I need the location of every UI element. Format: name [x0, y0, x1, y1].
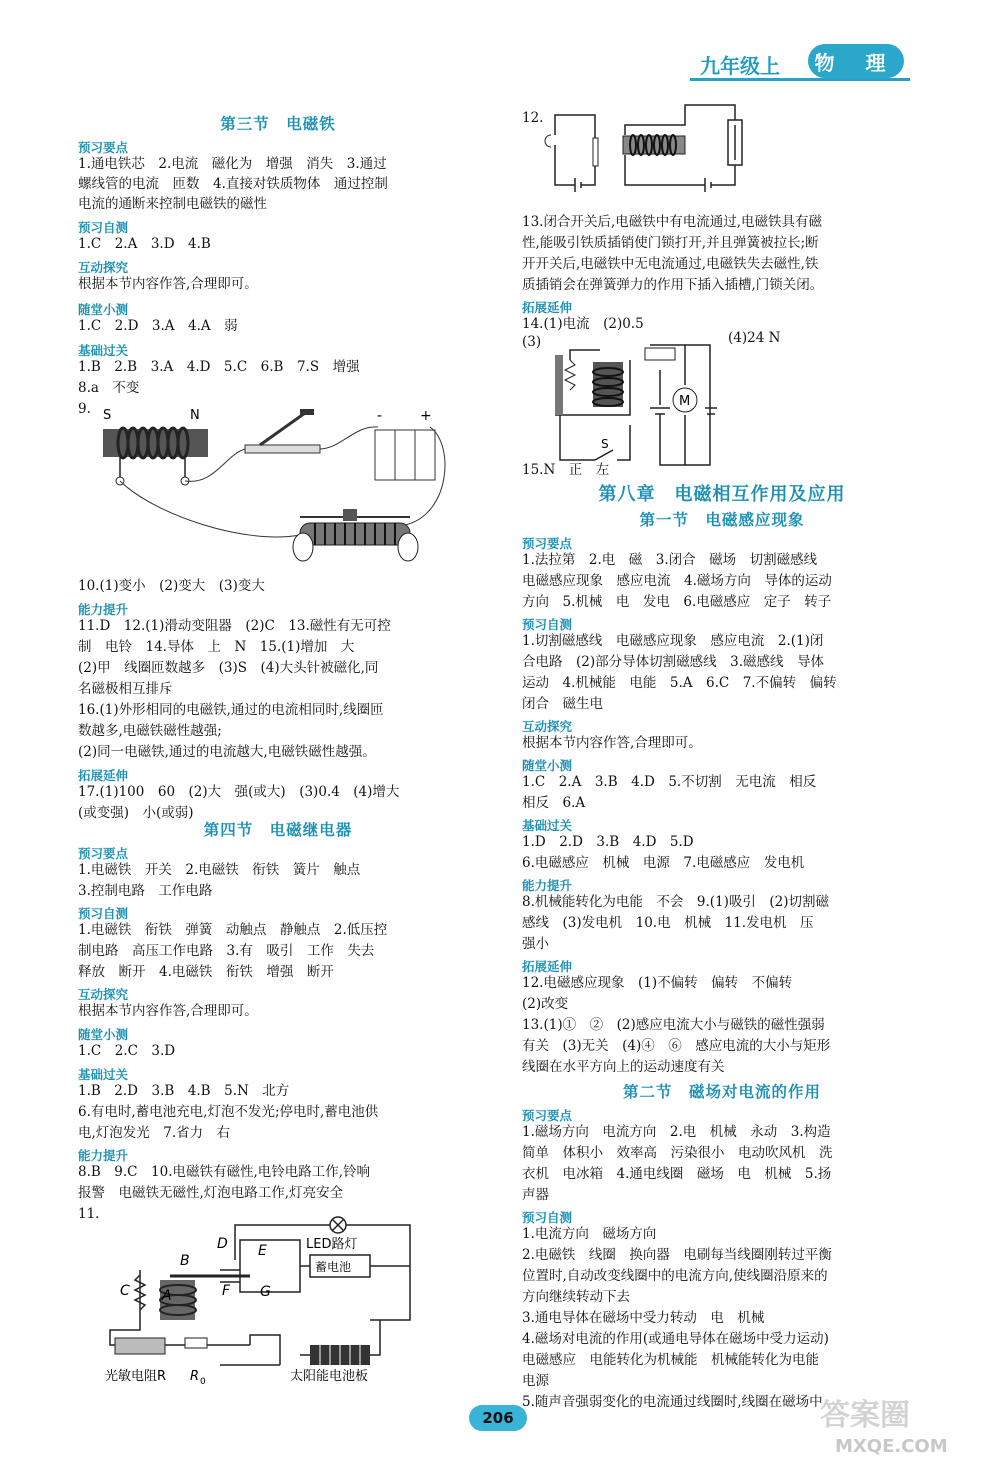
- watermark-logo: 答案圈: [820, 1398, 910, 1433]
- s1-jichu-line-2: 6.电磁感应 机械 电源 7.电磁感应 发电机: [522, 855, 805, 871]
- fig11-label-c: C: [120, 1283, 130, 1299]
- s2-zice-line-8: 电源: [522, 1373, 549, 1389]
- watermark-url: MXQE.COM: [835, 1436, 948, 1457]
- label-suitang-xiaoce-r1: 随堂小测: [522, 758, 573, 773]
- s2-yaodian-line-4: 声器: [522, 1187, 549, 1203]
- fig11-label-r0-sub: 0: [200, 1377, 206, 1387]
- fig11-label-led: LED路灯: [306, 1237, 358, 1252]
- fig9-battery: [375, 430, 435, 480]
- label-jichu-guoguan-2: 基础过关: [78, 1067, 129, 1082]
- s2-yaodian-line-1: 1.磁场方向 电流方向 2.电 机械 永动 3.构造: [522, 1124, 831, 1140]
- s1-hudong: 根据本节内容作答,合理即可。: [522, 735, 702, 751]
- label-yuxi-zice-2: 预习自测: [78, 906, 129, 921]
- s1-tuozhan-line-3: 13.(1)① ② (2)感应电流大小与磁铁的磁性强弱: [522, 1017, 825, 1033]
- s4-yaodian-line-2: 3.控制电路 工作电路: [78, 883, 213, 899]
- s1-yaodian-line-3: 方向 5.机械 电 发电 6.电磁感应 定子 转子: [522, 594, 832, 610]
- q15: 15.N 正 左: [522, 462, 610, 478]
- label-tuozhan-yanshen-r2: 拓展延伸: [522, 959, 573, 974]
- s3-tuozhan-line-1: 17.(1)100 60 (2)大 强(或大) (3)0.4 (4)增大: [78, 784, 400, 800]
- label-yuxi-yaodian-r1: 预习要点: [522, 536, 573, 551]
- s2-zice-line-5: 3.通电导体在磁场中受力转动 电 机械: [522, 1310, 765, 1326]
- s1-zice-line-2: 合电路 (2)部分导体切割磁感线 3.磁感线 导体: [522, 654, 825, 670]
- s2-zice-line-4: 方向继续转动下去: [522, 1289, 630, 1305]
- label-yuxi-yaodian: 预习要点: [78, 140, 129, 155]
- s4-jichu-line-3: 电,灯泡发光 7.省力 右: [78, 1125, 231, 1141]
- fig11-label-battery: 蓄电池: [315, 1260, 352, 1274]
- s2-yaodian-line-2: 简单 体积小 效率高 污染很小 电动吹风机 洗: [522, 1145, 833, 1161]
- s4-nengli-line-3: 11.: [78, 1206, 100, 1222]
- s2-zice-line-1: 1.电流方向 磁场方向: [522, 1226, 657, 1242]
- fig9-minus: -: [377, 408, 383, 424]
- section2-title: 第二节 磁场对电流的作用: [622, 1083, 821, 1101]
- s1-tuozhan-line-1: 12.电磁感应现象 (1)不偏转 偏转 不偏转: [522, 975, 793, 991]
- s1-zice-line-3: 运动 4.机械能 电能 5.A 6.C 7.不偏转 偏转: [522, 675, 837, 691]
- section1-title: 第一节 电磁感应现象: [639, 511, 805, 529]
- q14-part4: (4)24 N: [728, 330, 781, 346]
- s3-yaodian-line-2: 螺线管的电流 匝数 4.直接对铁质物体 通过控制: [78, 176, 388, 192]
- s1-tuozhan-line-5: 线圈在水平方向上的运动速度有关: [522, 1059, 725, 1075]
- fig11-r0: [185, 1338, 207, 1348]
- s2-zice-line-6: 4.磁场对电流的作用(或通电导体在磁场中受力运动): [522, 1331, 829, 1347]
- fig14-switch-label: S: [601, 437, 609, 451]
- s2-zice-line-9: 5.随声音强弱变化的电流通过线圈时,线圈在磁场中: [522, 1394, 823, 1410]
- s1-nengli-line-1: 8.机械能转化为电能 不会 9.(1)吸引 (2)切割磁: [522, 894, 830, 910]
- fig9-n-label: N: [190, 408, 200, 423]
- fig14-motor-label: M: [679, 394, 691, 409]
- label-hudong-tanjiu-2: 互动探究: [78, 987, 129, 1002]
- label-hudong-tanjiu-r1: 互动探究: [522, 719, 573, 734]
- s4-zice-line-3: 释放 断开 4.电磁铁 衔铁 增强 断开: [78, 964, 334, 980]
- fig11-label-b: B: [180, 1253, 190, 1269]
- fig9-plus: +: [420, 408, 432, 424]
- s3-yaodian-line-1: 1.通电铁芯 2.电流 磁化为 增强 消失 3.通过: [78, 156, 387, 172]
- q13-line-3: 开开关后,电磁铁中无电流通过,电磁铁失去磁性,铁: [522, 256, 819, 272]
- label-yuxi-zice-r2: 预习自测: [522, 1210, 573, 1225]
- fig11-label-g: G: [260, 1284, 271, 1300]
- s2-zice-line-2: 2.电磁铁 线圈 换向器 电刷每当线圈刚转过平衡: [522, 1247, 832, 1263]
- label-nengli-tisheng-2: 能力提升: [78, 1148, 129, 1163]
- fig9-s-label: S: [103, 408, 112, 423]
- s4-yaodian-line-1: 1.电磁铁 开关 2.电磁铁 衔铁 簧片 触点: [78, 862, 361, 878]
- fig9-switch-blade: [260, 413, 305, 445]
- s2-zice-line-3: 位置时,自动改变线圈中的电流方向,使线圈沿原来的: [522, 1268, 828, 1284]
- s3-q10: 10.(1)变小 (2)变大 (3)变大: [78, 578, 265, 594]
- label-jichu-guoguan-r1: 基础过关: [522, 818, 573, 833]
- section3-title: 第三节 电磁铁: [220, 115, 336, 133]
- fig14-spring: [565, 360, 575, 390]
- s3-nengli-line-6: 数越多,电磁铁磁性越强;: [78, 723, 222, 739]
- label-tuozhan-yanshen: 拓展延伸: [78, 768, 129, 783]
- fig11-ldr: [115, 1338, 165, 1354]
- s3-suitang: 1.C 2.D 3.A 4.A 弱: [78, 318, 238, 334]
- chapter8-title: 第八章 电磁相互作用及应用: [598, 484, 846, 505]
- label-yuxi-zice-r1: 预习自测: [522, 617, 573, 632]
- fig14-pole: [555, 355, 563, 415]
- s4-nengli-line-1: 8.B 9.C 10.电磁铁有磁性,电铃电路工作,铃响: [78, 1164, 371, 1180]
- s4-zice-line-2: 制电路 高压工作电路 3.有 吸引 工作 失去: [78, 943, 375, 959]
- label-yuxi-yaodian-2: 预习要点: [78, 846, 129, 861]
- s3-tuozhan-line-2: (或变强) 小(或弱): [78, 805, 194, 821]
- page-number: 206: [469, 1405, 527, 1431]
- s3-nengli-line-4: 名磁极相互排斥: [78, 681, 173, 697]
- figure-14-motor-circuit: [555, 340, 735, 465]
- subject-badge: 物 理: [808, 44, 904, 78]
- fig11-label-e: E: [258, 1243, 267, 1259]
- figure-12-circuit: [545, 110, 755, 200]
- s3-zice: 1.C 2.A 3.D 4.B: [78, 236, 211, 252]
- q13-line-1: 13.闭合开关后,电磁铁中有电流通过,电磁铁具有磁: [522, 214, 823, 230]
- s2-yaodian-line-3: 衣机 电冰箱 4.通电线圈 磁场 电 机械 5.扬: [522, 1166, 832, 1182]
- fig11-label-d: D: [217, 1236, 228, 1252]
- fig14-switch: [595, 450, 613, 460]
- s2-zice-line-7: 电磁感应 电能转化为机械能 机械能转化为电能: [522, 1352, 819, 1368]
- fig14-contact: [645, 348, 675, 360]
- label-yuxi-zice: 预习自测: [78, 220, 129, 235]
- s1-yaodian-line-2: 电磁感应现象 感应电流 4.磁场方向 导体的运动: [522, 573, 832, 589]
- s3-nengli-line-2: 制 电铃 14.导体 上 N 15.(1)增加 大: [78, 639, 355, 655]
- fig11-label-ldr: 光敏电阻R: [105, 1369, 167, 1384]
- q14-part3: (3): [522, 334, 542, 350]
- s3-nengli-line-7: (2)同一电磁铁,通过的电流越大,电磁铁磁性越强。: [78, 744, 376, 760]
- label-nengli-tisheng: 能力提升: [78, 602, 129, 617]
- s1-tuozhan-line-2: (2)改变: [522, 996, 569, 1012]
- section4-title: 第四节 电磁继电器: [203, 821, 353, 839]
- s3-nengli-line-3: (2)甲 线圈匝数越多 (3)S (4)大头针被磁化,同: [78, 660, 379, 676]
- s3-jichu-line-1: 1.B 2.B 3.A 4.D 5.C 6.B 7.S 增强: [78, 359, 360, 375]
- header-divider: [690, 78, 910, 81]
- q12-label: 12.: [522, 110, 544, 126]
- s3-hudong: 根据本节内容作答,合理即可。: [78, 276, 258, 292]
- s4-hudong: 根据本节内容作答,合理即可。: [78, 1003, 258, 1019]
- s1-tuozhan-line-4: 有关 (3)无关 (4)④ ⑥ 感应电流的大小与矩形: [522, 1038, 831, 1054]
- label-tuozhan-yanshen-r1: 拓展延伸: [522, 300, 573, 315]
- q13-line-4: 质插销会在弹簧弹力的作用下插入插槽,门锁关闭。: [522, 277, 824, 293]
- fig12-bell: [545, 135, 551, 147]
- s1-suitang-line-1: 1.C 2.A 3.B 4.D 5.不切割 无电流 相反: [522, 774, 817, 790]
- s3-jichu-line-2: 8.a 不变: [78, 380, 140, 396]
- fig12-armature: [593, 138, 598, 166]
- label-jichu-guoguan: 基础过关: [78, 343, 129, 358]
- s1-zice-line-4: 闭合 磁生电: [522, 696, 603, 712]
- s3-jichu-line-3: 9.: [78, 401, 91, 417]
- s4-nengli-line-2: 报警 电磁铁无磁性,灯泡电路工作,灯亮安全: [78, 1185, 344, 1201]
- s1-zice-line-1: 1.切割磁感线 电磁感应现象 感应电流 2.(1)闭: [522, 633, 824, 649]
- s1-nengli-line-3: 强小: [522, 936, 549, 952]
- s4-zice-line-1: 1.电磁铁 衔铁 弹簧 动触点 静触点 2.低压控: [78, 922, 388, 938]
- label-hudong-tanjiu: 互动探究: [78, 260, 129, 275]
- q14-line-1: 14.(1)电流 (2)0.5: [522, 316, 644, 332]
- s3-yaodian-line-3: 电流的通断来控制电磁铁的磁性: [78, 196, 267, 212]
- s1-jichu-line-1: 1.D 2.D 3.B 4.D 5.D: [522, 834, 694, 850]
- label-suitang-xiaoce-2: 随堂小测: [78, 1027, 129, 1042]
- s3-nengli-line-5: 16.(1)外形相同的电磁铁,通过的电流相同时,线圈匝: [78, 702, 384, 718]
- fig11-label-f: F: [222, 1283, 231, 1299]
- figure-11-relay-circuit: [100, 1220, 420, 1387]
- grade-label: 九年级上: [700, 54, 780, 78]
- q13-line-2: 性,能吸引铁质插销使门锁打开,并且弹簧被拉长;断: [522, 235, 819, 251]
- fig9-switch-base: [245, 445, 320, 453]
- s1-yaodian-line-1: 1.法拉第 2.电 磁 3.闭合 磁场 切割磁感线: [522, 552, 818, 568]
- label-nengli-tisheng-r1: 能力提升: [522, 878, 573, 893]
- s3-nengli-line-1: 11.D 12.(1)滑动变阻器 (2)C 13.磁性有无可控: [78, 618, 391, 634]
- s4-jichu-line-2: 6.有电时,蓄电池充电,灯泡不发光;停电时,蓄电池供: [78, 1104, 379, 1120]
- label-suitang-xiaoce: 随堂小测: [78, 302, 129, 317]
- fig11-label-r0: R: [190, 1369, 200, 1384]
- figure-9-electromagnet-circuit: [95, 405, 475, 570]
- s1-nengli-line-2: 感线 (3)发电机 10.电 机械 11.发电机 压: [522, 915, 814, 931]
- s1-suitang-line-2: 相反 6.A: [522, 795, 586, 811]
- fig11-label-a: A: [162, 1288, 172, 1304]
- s4-jichu-line-1: 1.B 2.D 3.B 4.B 5.N 北方: [78, 1083, 290, 1099]
- s4-suitang: 1.C 2.C 3.D: [78, 1043, 176, 1059]
- fig11-label-solar: 太阳能电池板: [290, 1369, 369, 1384]
- label-yuxi-yaodian-r2: 预习要点: [522, 1108, 573, 1123]
